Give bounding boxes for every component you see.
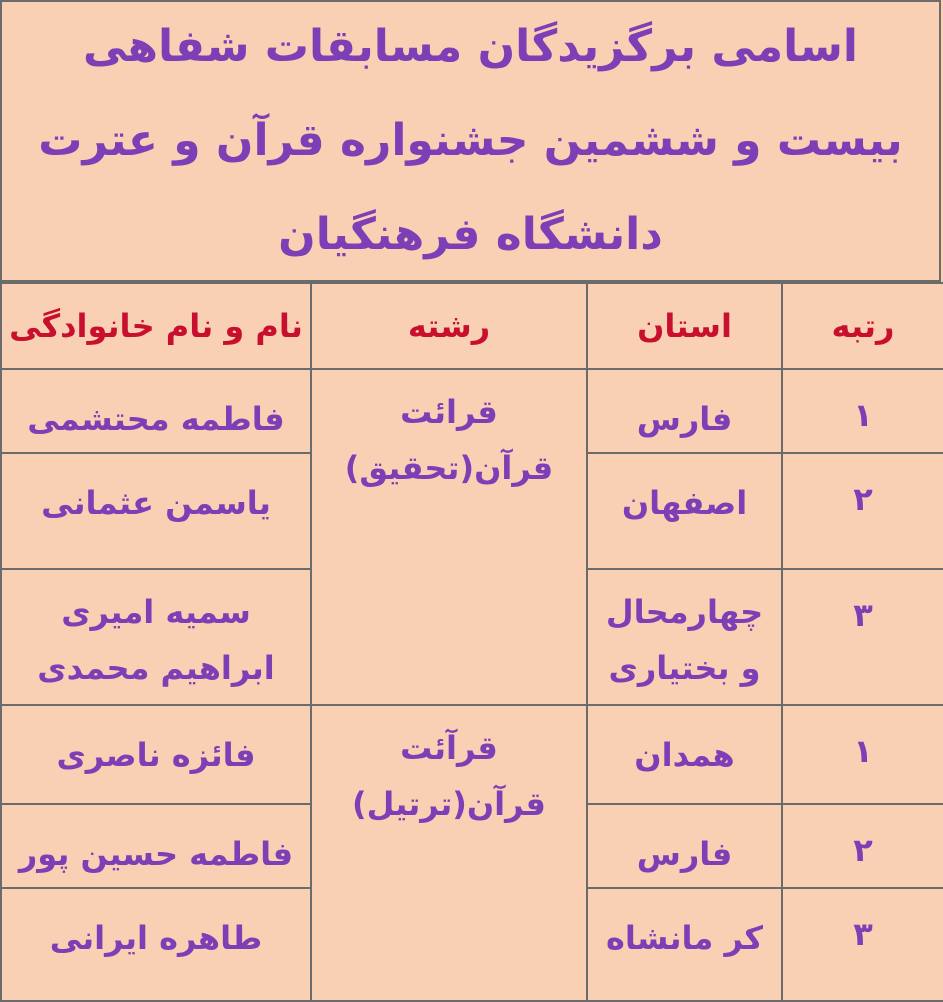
name-cell: فاطمه حسین پور [1,804,311,888]
rank-cell: ۱ [782,369,943,453]
province-line: و بختیاری [608,649,761,687]
table-row [1,705,943,804]
field-line: قرآن(ترتیل) [352,785,546,823]
province-line: چهارمحال [605,593,764,631]
title-box [0,0,941,282]
page-title: اسامی برگزیدگان مسابقات شفاهی بیست و ششمین جشنواره قرآن و عترت دانشگاه فرهنگیان [38,21,903,260]
name-line: سمیه امیری [61,593,251,631]
header-province: استان [587,283,782,369]
province-cell: فارس [587,804,782,888]
table-header-row [1,283,943,369]
field-cell [311,705,587,1001]
rank-cell: ۳ [782,569,943,705]
province-cell: کر مانشاه [587,888,782,1001]
header-name: نام و نام خانوادگی [1,283,311,369]
province-cell: همدان [587,705,782,804]
rank-cell: ۱ [782,705,943,804]
winners-table [0,282,943,1002]
province-cell [587,569,782,705]
rank-cell: ۳ [782,888,943,1001]
rank-cell: ۲ [782,453,943,569]
field-line: قرآن(تحقیق) [344,449,554,487]
field-line: قرائت [400,393,498,431]
name-cell: یاسمن عثمانی [1,453,311,569]
table-row [1,369,943,453]
field-line: قرآئت [400,729,498,767]
header-field: رشته [311,283,587,369]
field-cell [311,369,587,705]
name-cell: طاهره ایرانی [1,888,311,1001]
province-cell: اصفهان [587,453,782,569]
name-cell: فائزه ناصری [1,705,311,804]
name-cell: فاطمه محتشمی [1,369,311,453]
name-line: ابراهیم محمدی [37,649,275,687]
name-cell [1,569,311,705]
header-rank: رتبه [782,283,943,369]
province-cell: فارس [587,369,782,453]
rank-cell: ۲ [782,804,943,888]
